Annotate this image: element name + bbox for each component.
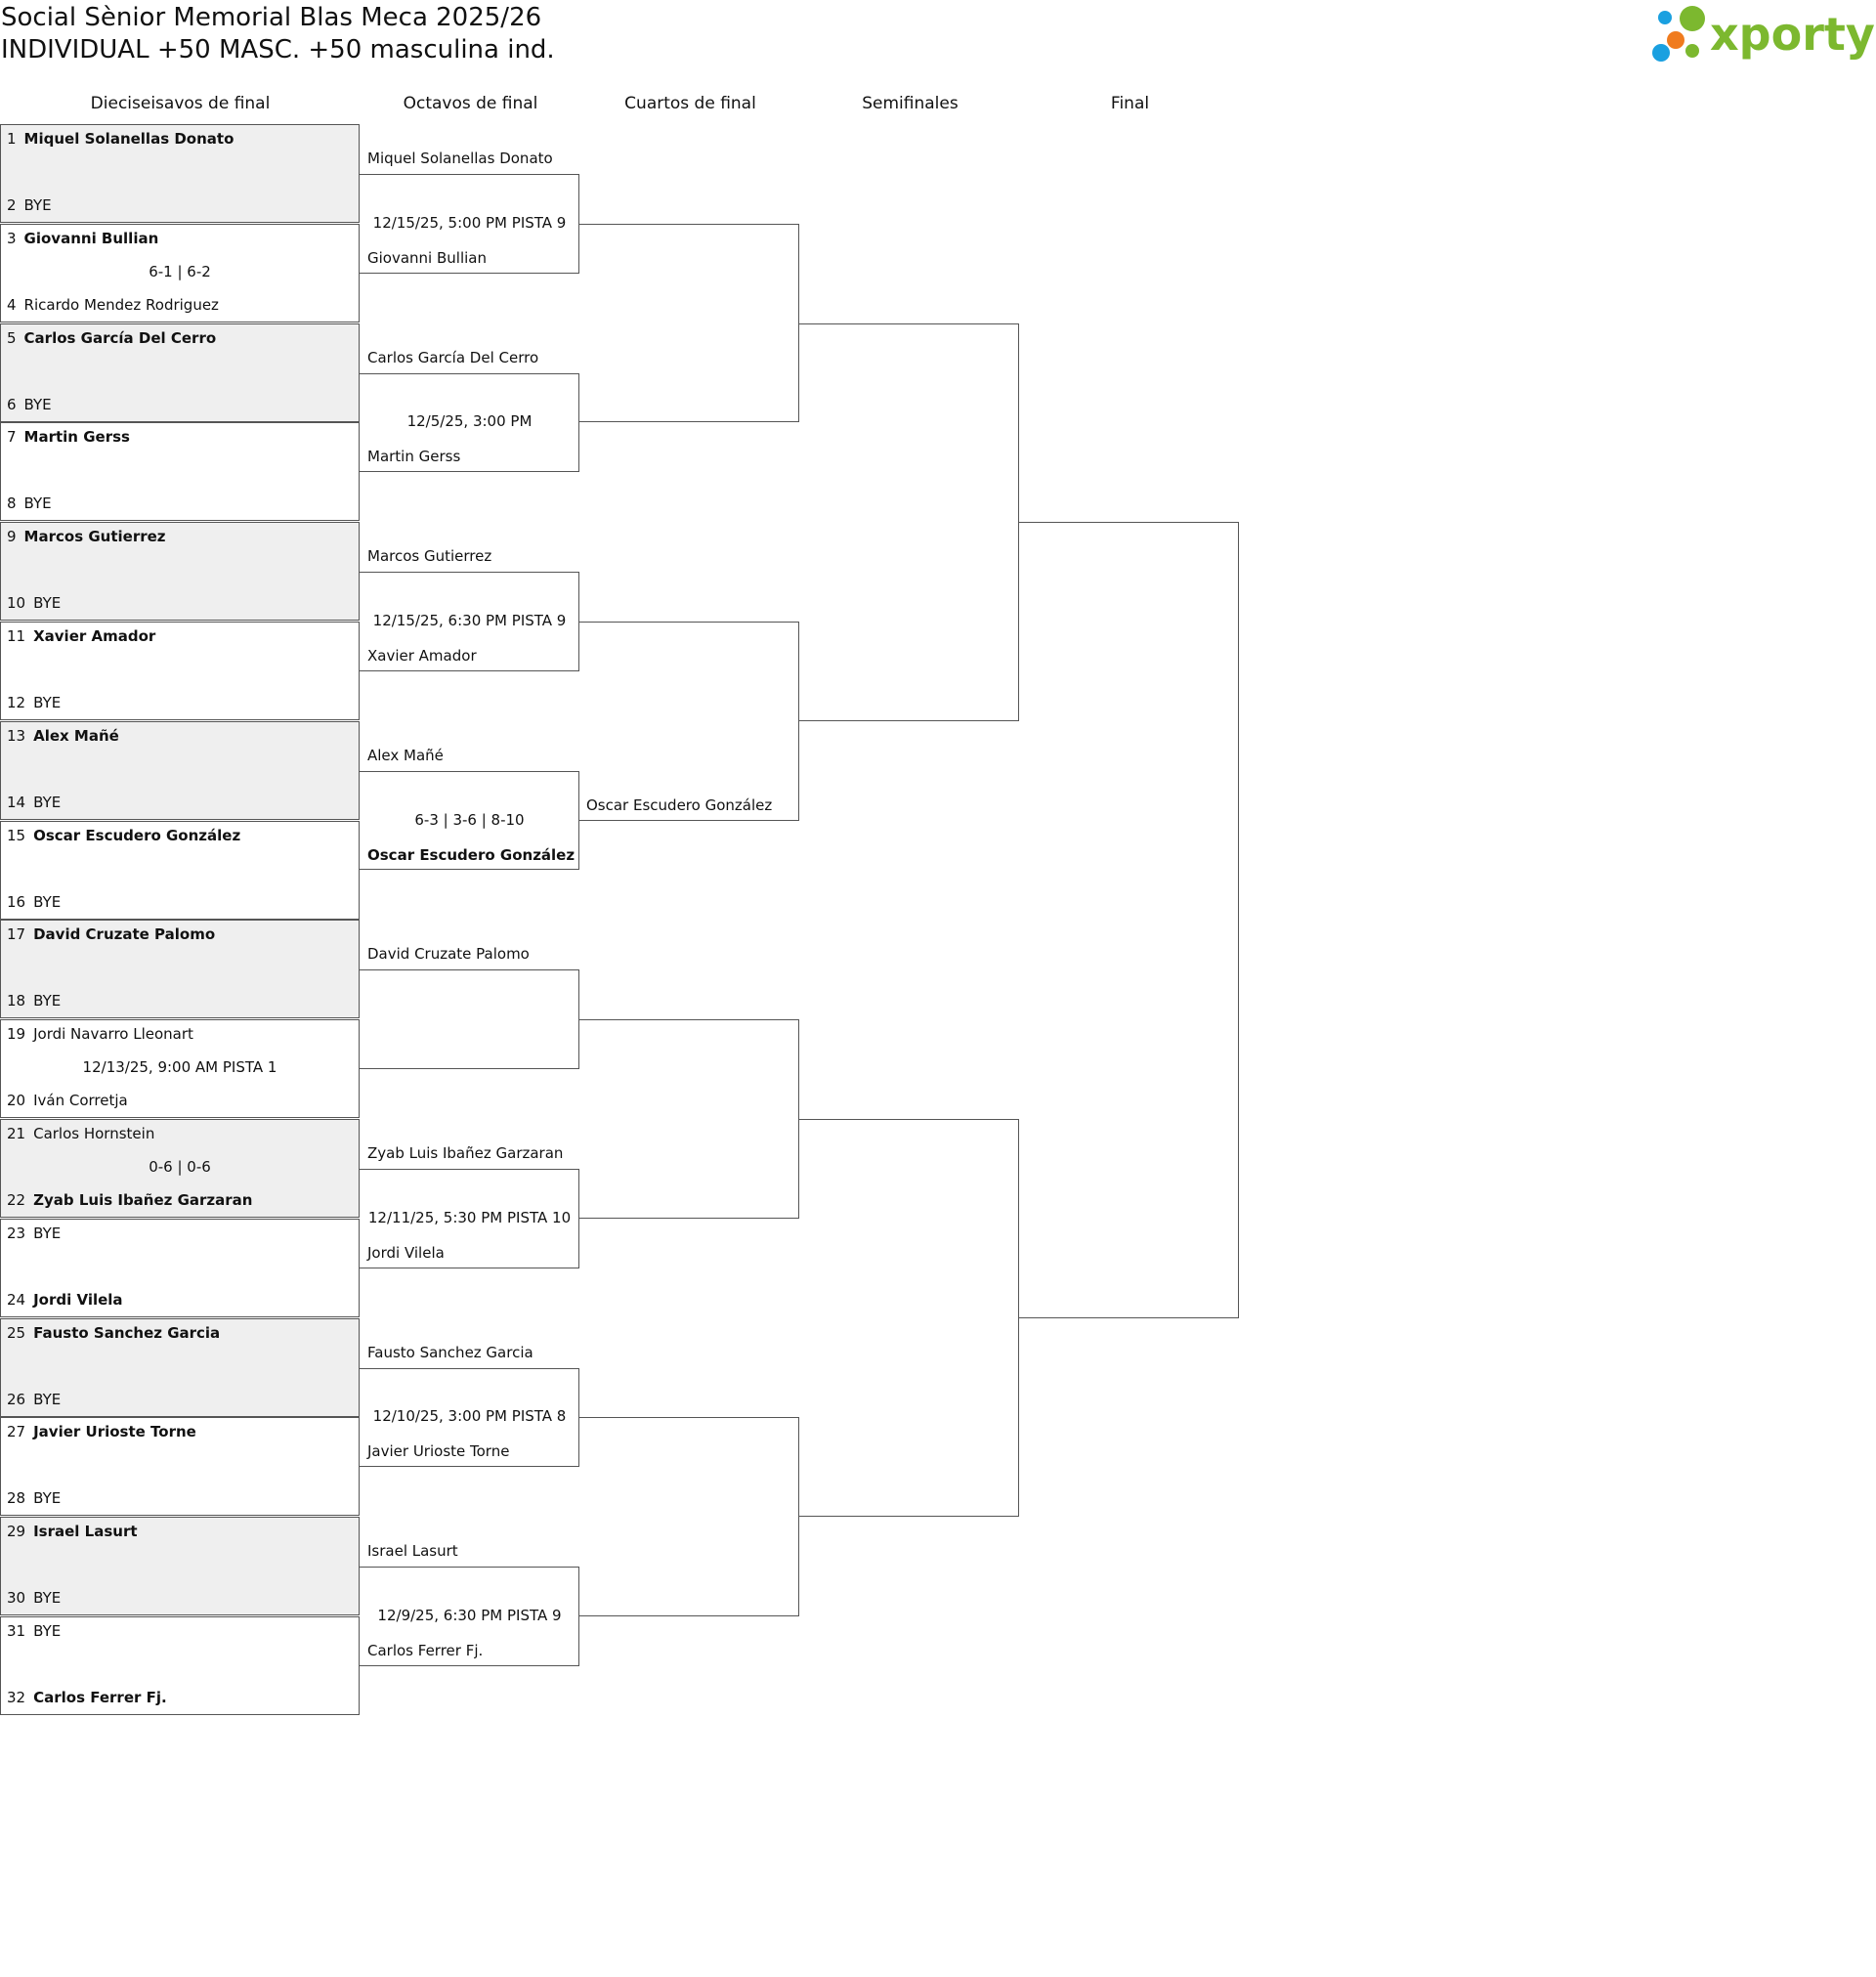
player-row [7,694,61,711]
seed-number: 15 [7,826,26,844]
player-name: BYE [33,1390,62,1408]
player-row [7,1092,128,1109]
player-row [7,296,219,314]
bracket-connector [579,1019,799,1219]
player-name: Iván Corretja [33,1092,128,1110]
seed-number: 7 [7,428,17,447]
seed-number: 2 [7,196,17,214]
round-header: Semifinales [862,94,959,113]
seed-number: 26 [7,1390,26,1408]
player-row [7,727,119,745]
player-name: BYE [33,892,62,911]
seed-number: 31 [7,1622,26,1640]
round-header: Cuartos de final [624,94,756,113]
player-name: Giovanni Bullian [23,229,159,247]
bracket-connector [360,969,579,1069]
round-header: Octavos de final [403,94,538,113]
player-row [7,1523,138,1540]
player-row [7,992,61,1010]
logo-text: xporty [1710,8,1875,61]
match-info: 12/15/25, 6:30 PM PISTA 9 [372,612,567,629]
page-subtitle: INDIVIDUAL +50 MASC. +50 masculina ind. [1,35,555,64]
player-row [7,1225,61,1242]
seed-number: 3 [7,229,17,247]
seed-number: 1 [7,130,17,148]
match-info: 12/9/25, 6:30 PM PISTA 9 [377,1607,562,1624]
seed-number: 8 [7,494,17,513]
player-row [7,528,166,545]
bracket-connector [799,1119,1019,1517]
player-name: BYE [33,594,62,613]
player-row [7,827,240,844]
player-name: Carlos Hornstein [33,1125,155,1142]
bracket-connector [799,323,1019,721]
page-title: Social Sènior Memorial Blas Meca 2025/26 [1,3,542,32]
player-name: BYE [33,1224,62,1242]
seed-number: 10 [7,594,26,613]
player-name: Oscar Escudero González [586,795,773,814]
seed-number: 25 [7,1323,26,1342]
player-row [7,130,234,148]
player-row [7,627,155,645]
player-row [7,1125,154,1142]
player-name: BYE [33,1622,62,1640]
player-row [7,1391,61,1408]
player-name: Javier Urioste Torne [33,1423,196,1441]
player-name: Jordi Vilela [367,1243,445,1262]
player-row [7,1589,61,1607]
player-name: Zyab Luis Ibañez Garzaran [367,1143,564,1162]
player-name: Ricardo Mendez Rodriguez [23,295,219,314]
player-name: Jordi Navarro Lleonart [33,1025,193,1044]
player-name: Alex Mañé [367,746,444,764]
player-name: Martin Gerss [23,428,130,447]
player-name: David Cruzate Palomo [367,945,530,964]
player-name: Javier Urioste Torne [367,1442,510,1461]
player-name: Carlos Ferrer Fj. [367,1641,484,1659]
round-header: Final [1110,94,1150,113]
player-name: Fausto Sanchez Garcia [367,1343,533,1361]
seed-number: 24 [7,1290,26,1309]
player-row [7,428,130,446]
player-name: BYE [23,395,52,413]
player-row [7,230,158,247]
player-name: Xavier Amador [33,627,156,645]
player-row [7,1324,220,1342]
seed-number: 6 [7,395,17,413]
seed-number: 13 [7,726,26,745]
player-name: David Cruzate Palomo [33,925,216,944]
seed-number: 20 [7,1092,26,1110]
seed-number: 4 [7,295,17,314]
player-name: Marcos Gutierrez [367,547,492,566]
seed-number: 23 [7,1224,26,1242]
seed-number: 19 [7,1025,26,1044]
player-row [7,1191,253,1209]
player-name: BYE [23,196,52,214]
match-info: 12/5/25, 3:00 PM [406,412,533,431]
round-header: Dieciseisavos de final [90,94,271,113]
player-name: Oscar Escudero González [33,826,241,844]
bracket-connector [579,622,799,821]
seed-number: 29 [7,1523,26,1541]
player-name: Zyab Luis Ibañez Garzaran [33,1191,253,1209]
player-name: Oscar Escudero González [367,845,576,864]
seed-number: 27 [7,1423,26,1441]
logo-dot-icon [1667,31,1684,49]
player-name: Carlos García Del Cerro [23,328,217,347]
player-name: Israel Lasurt [33,1523,138,1541]
player-name: Alex Mañé [33,726,119,745]
player-name: Marcos Gutierrez [23,528,166,546]
match-info: 12/11/25, 5:30 PM PISTA 10 [367,1208,572,1226]
player-name: Martin Gerss [367,448,461,466]
player-row [7,396,52,413]
player-row [7,1689,167,1706]
match-info: 12/10/25, 3:00 PM PISTA 8 [372,1407,567,1426]
bracket-connector [579,1417,799,1616]
seed-number: 22 [7,1191,26,1209]
seed-number: 30 [7,1589,26,1608]
seed-number: 28 [7,1489,26,1508]
player-name: BYE [23,494,52,513]
player-row [7,925,215,943]
match-info: 12/13/25, 9:00 AM PISTA 1 [82,1058,277,1077]
logo-dot-icon [1652,44,1670,62]
player-row [7,196,52,214]
player-row [7,494,52,512]
player-name: Jordi Vilela [33,1290,123,1309]
player-row [7,893,61,911]
seed-number: 32 [7,1689,26,1706]
seed-number: 9 [7,528,17,546]
xporty-logo [1651,2,1875,66]
player-name: Miquel Solanellas Donato [367,149,553,167]
logo-dot-icon [1685,44,1699,58]
seed-number: 5 [7,328,17,347]
seed-number: 17 [7,925,26,944]
match-info: 6-1 | 6-2 [149,262,211,280]
player-name: Fausto Sanchez Garcia [33,1323,221,1342]
player-row [7,1025,193,1043]
player-row [7,794,61,811]
player-row [7,594,61,612]
player-name: BYE [33,992,62,1010]
player-name: Israel Lasurt [367,1542,458,1561]
seed-number: 12 [7,694,26,711]
player-name: Carlos Ferrer Fj. [33,1689,167,1706]
player-row [7,1489,61,1507]
match-info: 0-6 | 0-6 [149,1158,211,1176]
logo-dot-icon [1658,11,1672,24]
match-info: 12/15/25, 5:00 PM PISTA 9 [372,213,567,232]
logo-dot-icon [1680,6,1705,31]
player-name: BYE [33,1489,62,1508]
bracket-connector [579,224,799,423]
player-name: BYE [33,793,62,811]
player-name: Giovanni Bullian [367,248,487,267]
player-name: Miquel Solanellas Donato [23,130,234,148]
seed-number: 11 [7,627,26,645]
player-name: BYE [33,1589,62,1608]
player-name: Carlos García Del Cerro [367,348,539,366]
player-row [7,329,216,347]
seed-number: 16 [7,892,26,911]
player-name: BYE [33,694,62,711]
seed-number: 18 [7,992,26,1010]
player-row [7,1291,123,1309]
player-name: Xavier Amador [367,646,477,665]
player-row [7,1622,61,1640]
bracket-connector [1019,522,1239,1317]
player-row [7,1423,196,1440]
seed-number: 14 [7,793,26,811]
seed-number: 21 [7,1125,26,1142]
match-info: 6-3 | 3-6 | 8-10 [414,810,525,829]
